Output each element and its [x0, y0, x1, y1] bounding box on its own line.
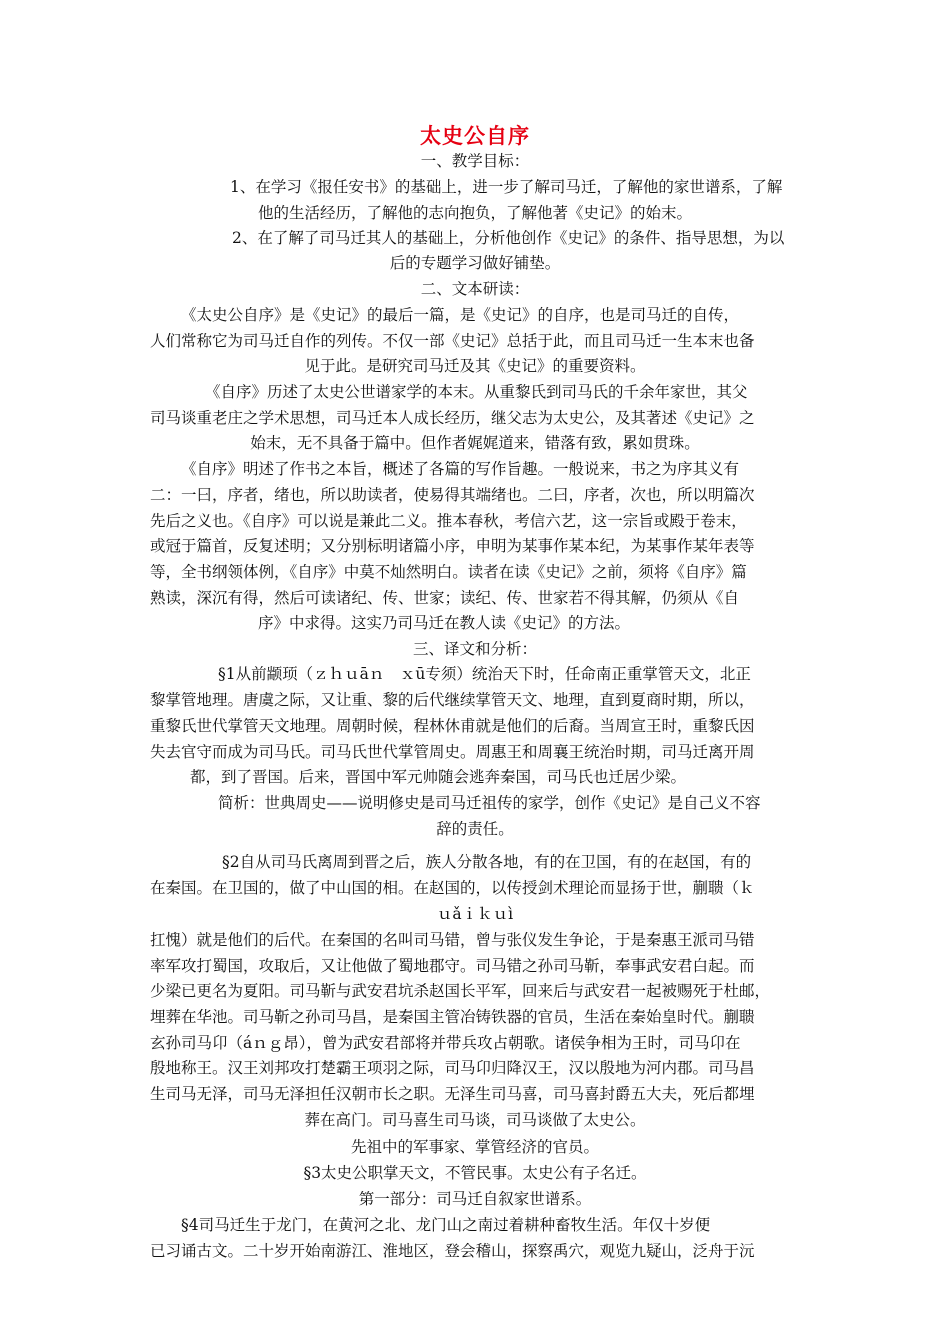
paragraph-line: 失去官守而成为司马氏。司马氏世代掌管周史。周惠王和周襄王统治时期，司马迁离开周 [150, 743, 755, 761]
paragraph-line: 黎掌管地理。唐虞之际，又让重、黎的后代继续掌管天文、地理，直到夏商时期，所以， [150, 691, 755, 709]
paragraph-line: 扛愧）就是他们的后代。在秦国的名叫司马错，曾与张仪发生争论，于是秦惠王派司马错 [150, 931, 755, 949]
paragraph-line: 殷地称王。汉王刘邦攻打楚霸王项羽之际，司马卬归降汉王，汉以殷地为河内郡。司马昌 [150, 1059, 755, 1077]
paragraph-line: §2自从司马氏离周到晋之后，族人分散各地，有的在卫国，有的在赵国，有的 [222, 853, 752, 871]
paragraph-line: 等，全书纲领体例，《自序》中莫不灿然明白。读者在读《史记》之前，须将《自序》篇 [150, 563, 747, 581]
document-title: 太史公自序 [420, 124, 530, 148]
paragraph-line: 或冠于篇首，反复述明；又分别标明诸篇小序，申明为某事作某本纪，为某事作某年表等 [150, 537, 755, 555]
paragraph-line: 《自序》历述了太史公世谱家学的本末。从重黎氏到司马氏的千余年家世，其父 [205, 383, 748, 401]
section-heading: 第一部分：司马迁自叙家世谱系。 [358, 1190, 592, 1208]
section-heading: 二、文本研读： [420, 280, 530, 298]
paragraph-line: 已习诵古文。二十岁开始南游江、淮地区，登会稽山，探察禹穴，观览九疑山，泛舟于沅 [150, 1242, 755, 1260]
paragraph-line: 司马谈重老庄之学术思想，司马迁本人成长经历，继父志为太史公，及其著述《史记》之 [150, 409, 755, 427]
paragraph-line: 1、在学习《报任安书》的基础上，进一步了解司马迁，了解他的家世谱系，了解 [230, 178, 783, 196]
analysis-line: 辞的责任。 [436, 820, 514, 838]
paragraph-line: §4司马迁生于龙门，在黄河之北、龙门山之南过着耕种畜牧生活。年仅十岁便 [181, 1216, 711, 1234]
paragraph-line: §1从前颛顼（ｚｈｕāｎ ｘū专须）统治天下时，任命南正重掌管天文，北正 [218, 665, 751, 683]
pinyin-line: ｕǎｉｋｕì [436, 905, 514, 923]
section-heading: 一、教学目标： [420, 152, 530, 170]
paragraph-line: 先后之义也。《自序》可以说是兼此二义。推本春秋，考信六艺，这一宗旨或殿于卷末， [150, 512, 747, 530]
paragraph-line: 《太史公自序》是《史记》的最后一篇，是《史记》的自序，也是司马迁的自传， [181, 306, 740, 324]
paragraph-line: 葬在高门。司马喜生司马谈，司马谈做了太史公。 [304, 1111, 646, 1129]
paragraph-line: 少梁已更名为夏阳。司马靳与武安君坑杀赵国长平军，回来后与武安君一起被赐死于杜邮， [150, 982, 771, 1000]
paragraph-line: 先祖中的军事家、掌管经济的官员。 [350, 1138, 599, 1156]
paragraph-line: 在秦国。在卫国的，做了中山国的相。在赵国的，以传授剑术理论而显扬于世，蒯聩（ｋ [150, 879, 755, 897]
paragraph-line: 序》中求得。这实乃司马迁在教人读《史记》的方法。 [258, 614, 631, 632]
paragraph-line: 2、在了解了司马迁其人的基础上，分析他创作《史记》的条件、指导思想，为以 [232, 229, 785, 247]
paragraph-line: 埋葬在华池。司马靳之孙司马昌，是秦国主管冶铸铁器的官员，生活在秦始皇时代。蒯聩 [150, 1008, 755, 1026]
paragraph-line: 玄孙司马卬（áｎｇ昂），曾为武安君部将并带兵攻占朝歌。诸侯争相为王时，司马卬在 [150, 1034, 741, 1052]
paragraph-line: 《自序》明述了作书之本旨，概述了各篇的写作旨趣。一般说来，书之为序其义有 [181, 460, 740, 478]
paragraph-line: 始末，无不具备于篇中。但作者娓娓道来，错落有致，累如贯珠。 [250, 434, 700, 452]
paragraph-line: 生司马无泽，司马无泽担任汉朝市长之职。无泽生司马喜，司马喜封爵五大夫，死后都埋 [150, 1085, 755, 1103]
paragraph-line: 率军攻打蜀国，攻取后，又让他做了蜀地郡守。司马错之孙司马靳，奉事武安君白起。而 [150, 957, 755, 975]
paragraph-line: 都，到了晋国。后来，晋国中军元帅随会逃奔秦国，司马氏也迁居少梁。 [190, 768, 687, 786]
analysis-line: 简析：世典周史——说明修史是司马迁祖传的家学，创作《史记》是自己义不容 [218, 794, 761, 812]
paragraph-line: 后的专题学习做好铺垫。 [389, 254, 561, 272]
paragraph-line: 见于此。是研究司马迁及其《史记》的重要资料。 [304, 357, 646, 375]
paragraph-line: 重黎氏世代掌管天文地理。周朝时候，程林休甫就是他们的后裔。当周宣王时，重黎氏因 [150, 717, 755, 735]
paragraph-line: 熟读，深沉有得，然后可读诸纪、传、世家；读纪、传、世家若不得其解，仍须从《自 [150, 589, 740, 607]
paragraph-line: 他的生活经历，了解他的志向抱负，了解他著《史记》的始末。 [257, 204, 692, 222]
paragraph-line: 二：一曰，序者，绪也，所以助读者，使易得其端绪也。二曰，序者，次也，所以明篇次 [150, 486, 755, 504]
section-heading: 三、译文和分析： [412, 640, 537, 658]
paragraph-line: §3太史公职掌天文，不管民事。太史公有子名迁。 [303, 1164, 647, 1182]
paragraph-line: 人们常称它为司马迁自作的列传。不仅一部《史记》总括于此，而且司马迁一生本末也备 [150, 332, 755, 350]
